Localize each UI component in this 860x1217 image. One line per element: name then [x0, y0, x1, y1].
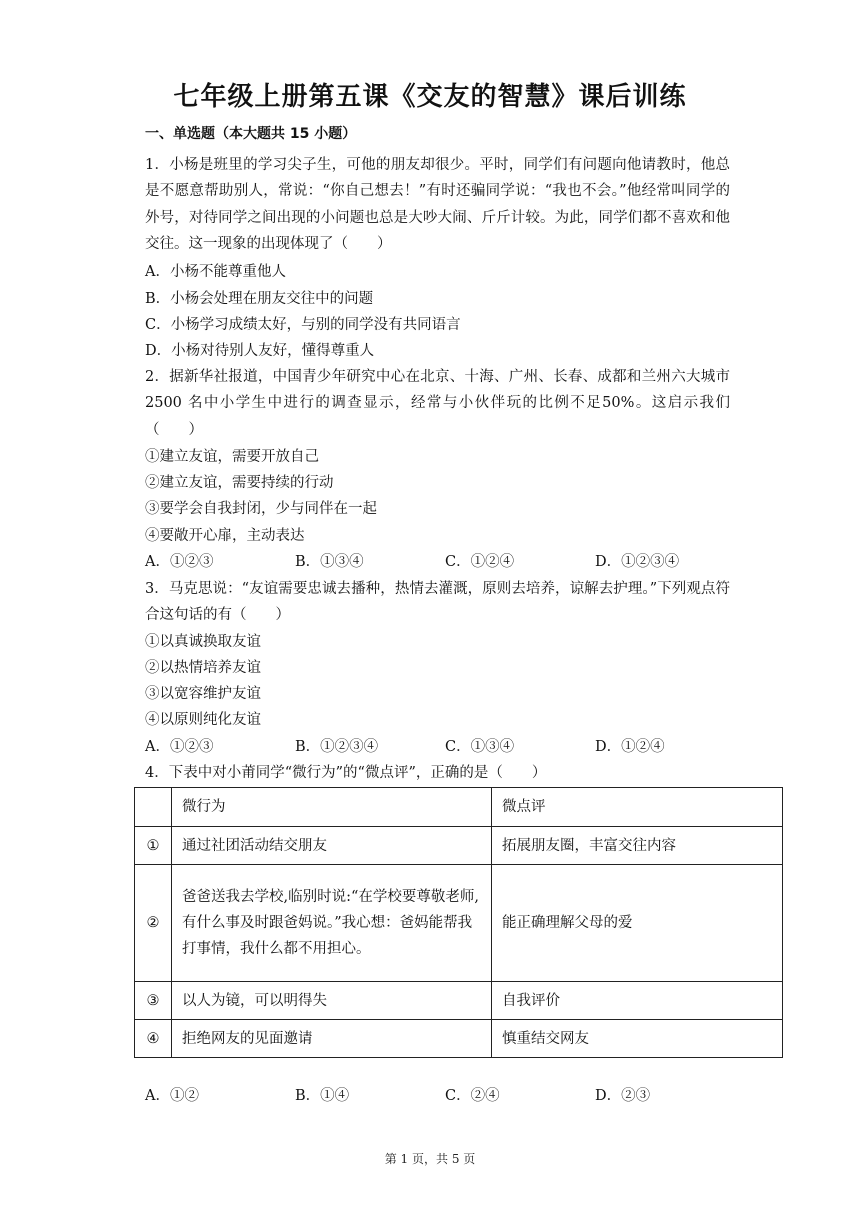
q3-item-1: ①以真诚换取友谊: [145, 634, 261, 650]
q2-item-2: ②建立友谊，需要持续的行动: [145, 475, 334, 491]
q4-option-c: C．②④: [445, 1088, 500, 1104]
page-footer: 第 1 页，共 5 页: [384, 1152, 476, 1166]
q1-option-b: B．小杨会处理在朋友交往中的问题: [145, 291, 374, 307]
table-row: [135, 865, 783, 982]
q3-option-d: D．①②④: [595, 739, 665, 755]
table-cell: 能正确理解父母的爱: [492, 865, 783, 982]
q3-item-3: ③以宽容维护友谊: [145, 686, 261, 702]
table-header-cell: [135, 788, 172, 827]
q3-option-c: C．①③④: [445, 739, 515, 755]
q1-option-d: D．小杨对待别人友好，懂得尊重人: [145, 343, 375, 359]
q1-option-a: A．小杨不能尊重他人: [145, 264, 286, 280]
page-title: 七年级上册第五课《交友的智慧》课后训练: [173, 82, 687, 112]
q2-item-1: ①建立友谊，需要开放自己: [145, 449, 319, 465]
table-cell: ③: [135, 982, 172, 1020]
q3-option-a: A．①②③: [145, 739, 214, 755]
table-row: [135, 982, 783, 1020]
table-cell: 拒绝网友的见面邀请: [172, 1020, 492, 1058]
table-row: [135, 827, 783, 865]
q2-item-4: ④要敞开心扉，主动表达: [145, 528, 305, 544]
q4-option-b: B．①④: [295, 1088, 350, 1104]
table-cell: 自我评价: [492, 982, 783, 1020]
table-cell: 通过社团活动结交朋友: [172, 827, 492, 865]
table-header-cell: 微行为: [172, 788, 492, 827]
table-header-row: [135, 788, 783, 827]
q1-option-c: C．小杨学习成绩太好，与别的同学没有共同语言: [145, 317, 461, 333]
table-header-cell: 微点评: [492, 788, 783, 827]
question-3-stem: 3．马克思说：“友谊需要忠诚去播种，热情去灌溉，原则去培养，谅解去护理。”下列观点符合这句话的有（ ）: [145, 581, 730, 624]
question-2-stem: 2．据新华社报道，中国青少年研究中心在北京、十海、广州、长春、成都和兰州六大城市 2500 名中小学生中进行的调查显示，经常与小伙伴玩的比例不足50%。这启示我们（ ）: [145, 369, 730, 438]
table-row: [135, 1020, 783, 1058]
q4-option-d: D．②③: [595, 1088, 651, 1104]
q3-options: [145, 737, 745, 757]
q2-item-3: ③要学会自我封闭，少与同伴在一起: [145, 501, 377, 517]
q2-option-d: D．①②③④: [595, 554, 680, 570]
q2-option-a: A．①②③: [145, 554, 214, 570]
q3-option-b: B．①②③④: [295, 739, 379, 755]
q3-item-2: ②以热情培养友谊: [145, 660, 261, 676]
q2-option-c: C．①②④: [445, 554, 515, 570]
table-cell: ①: [135, 827, 172, 865]
behavior-evaluation-table: [134, 787, 783, 1058]
question-4-stem: 4．下表中对小莆同学“微行为”的“微点评”，正确的是（ ）: [145, 765, 547, 781]
table-cell: 以人为镜，可以明得失: [172, 982, 492, 1020]
q4-option-a: A．①②: [145, 1088, 199, 1104]
q4-options: [145, 1086, 745, 1106]
table-cell: 慎重结交网友: [492, 1020, 783, 1058]
table-cell: ④: [135, 1020, 172, 1058]
q2-options: [145, 552, 745, 572]
q2-option-b: B．①③④: [295, 554, 364, 570]
q3-item-4: ④以原则纯化友谊: [145, 712, 261, 728]
table-cell: 爸爸送我去学校,临别时说:“在学校要尊敬老师,有什么事及时跟爸妈说。”我心想：爸妈能帮我打事情，我什么都不用担心。: [172, 865, 492, 982]
table-cell: ②: [135, 865, 172, 982]
question-1-stem: 1．小杨是班里的学习尖子生，可他的朋友却很少。平时，同学们有问题向他请教时，他总是不愿意帮助别人，常说：“你自己想去！”有时还骗同学说：“我也不会。”他经常叫同学的外号，对待同学之间出现的小问题也总是大吵大闹、斤斤计较。为此，同学们都不喜欢和他交往。这一现象的出现体现了（ ）: [145, 157, 730, 252]
section-heading: 一、单选题（本大题共 15 小题）: [145, 126, 357, 142]
table-cell: 拓展朋友圈，丰富交往内容: [492, 827, 783, 865]
